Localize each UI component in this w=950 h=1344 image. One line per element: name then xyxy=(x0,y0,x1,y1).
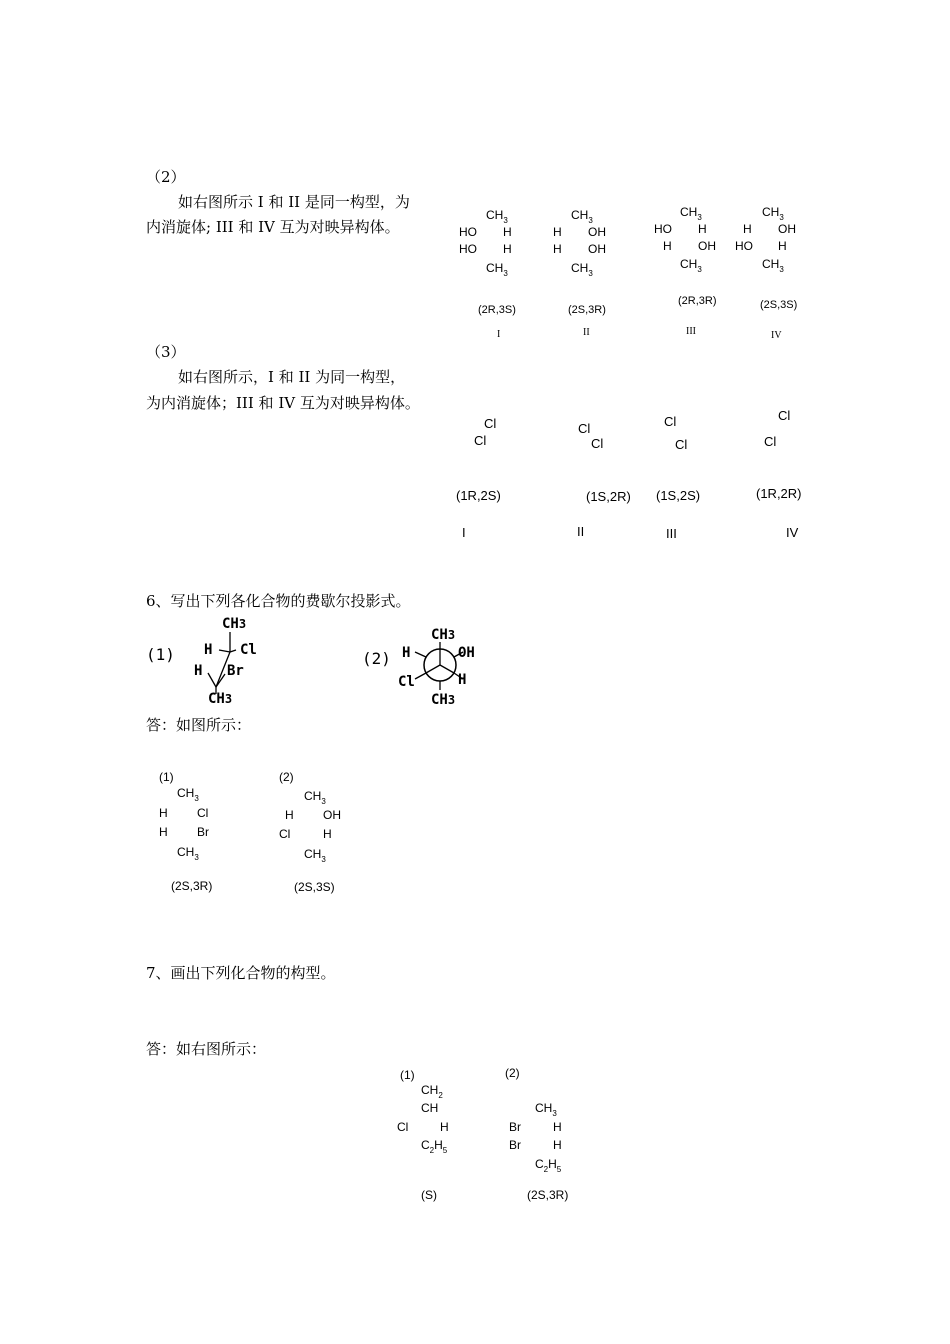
p3-text-line2: 为内消旋体；III 和 IV 互为对映异构体。 xyxy=(146,394,420,412)
config-label: (1R,2R) xyxy=(756,486,802,501)
right-group-2: H xyxy=(553,1138,562,1152)
top-group-2: CH xyxy=(421,1101,439,1115)
left-group-1: HO xyxy=(654,222,672,236)
figure-label: (2) xyxy=(362,649,391,668)
config-label: (2S,3S) xyxy=(760,299,798,311)
front-hydrogen: H xyxy=(204,642,213,658)
bottom-group: $CH_3$ xyxy=(571,261,593,278)
bottom-methyl: CH3 xyxy=(208,691,233,707)
bottom-group: $CH_3$ xyxy=(304,847,326,864)
config-label: (1S,2R) xyxy=(586,489,631,504)
right-group-2: OH xyxy=(698,239,716,253)
p3-text-line1: 如右图所示，I 和 II 为同一构型， xyxy=(178,368,406,386)
right-group-2: H xyxy=(323,827,332,841)
back-hydrogen: H xyxy=(194,663,203,679)
chlorine-2: Cl xyxy=(591,436,604,451)
left-group-1: HO xyxy=(459,225,477,239)
bottom-methyl: CH3 xyxy=(431,692,456,708)
config-label: (2S,3R) xyxy=(527,1188,569,1202)
left-group-1: H xyxy=(285,808,294,822)
config-label: (2S,3R) xyxy=(568,304,606,316)
top-methyl: CH3 xyxy=(222,616,247,632)
structure-label: (2) xyxy=(279,770,294,784)
top-group: $CH_3$ xyxy=(177,786,199,803)
roman-label: I xyxy=(462,525,466,540)
chlorine-2: Cl xyxy=(764,434,777,449)
config-label: (1R,2S) xyxy=(456,488,501,503)
left-group-2: Cl xyxy=(279,827,291,841)
q7-title: 7、画出下列化合物的构型。 xyxy=(146,964,336,982)
roman-label: III xyxy=(686,326,696,337)
config-label: (2R,3R) xyxy=(678,295,717,307)
p3-number: （3） xyxy=(146,343,186,361)
right-group-2: H xyxy=(778,239,787,253)
chlorine-1: Cl xyxy=(578,421,591,436)
q7-answer: 答：如右图所示： xyxy=(146,1040,267,1058)
chlorine-1: Cl xyxy=(778,408,791,423)
top-group: $CH_3$ xyxy=(486,208,508,225)
left-group-2: H xyxy=(553,242,562,256)
structure-label: (2) xyxy=(505,1066,520,1080)
chlorine: Cl xyxy=(398,674,415,690)
p2-text-line2: 内消旋体; III 和 IV 互为对映异构体。 xyxy=(146,218,400,236)
q6-title: 6、写出下列各化合物的费歇尔投影式。 xyxy=(146,592,411,610)
bromine: Br xyxy=(227,663,244,679)
bottom-group: $CH_3$ xyxy=(177,845,199,862)
bottom-group: $CH_3$ xyxy=(486,261,508,278)
left-group-1: H xyxy=(159,806,168,820)
left-group-1: Br xyxy=(509,1120,521,1134)
top-group-1: $CH_2$ xyxy=(421,1083,443,1100)
roman-label: IV xyxy=(771,330,782,341)
right-group-1: OH xyxy=(323,808,341,822)
roman-label: II xyxy=(577,524,585,539)
left-group-2: H xyxy=(663,239,672,253)
top-group: $CH_3$ xyxy=(304,789,326,806)
right-group-1: H xyxy=(503,225,512,239)
p2-text-line1: 如右图所示 I 和 II 是同一构型，为 xyxy=(178,193,410,211)
right-group-1: OH xyxy=(588,225,606,239)
hydroxyl: OH xyxy=(458,645,475,661)
right-group-1: H xyxy=(553,1120,562,1134)
right-hydrogen: H xyxy=(458,672,467,688)
q6-answer: 答：如图所示： xyxy=(146,716,252,734)
roman-label: III xyxy=(666,526,677,541)
top-group: $CH_3$ xyxy=(680,205,702,222)
config-label: (2S,3R) xyxy=(171,879,213,893)
left-hydrogen: H xyxy=(402,645,411,661)
left-group-1: H xyxy=(553,225,562,239)
left-group-2: HO xyxy=(459,242,477,256)
chlorine: Cl xyxy=(240,642,257,658)
right-group-1: H xyxy=(698,222,707,236)
chlorine-2: Cl xyxy=(474,433,487,448)
structure-label: (1) xyxy=(400,1068,415,1082)
roman-label: IV xyxy=(786,525,799,540)
right-group-1: Cl xyxy=(197,806,209,820)
top-methyl: CH3 xyxy=(431,627,456,643)
left-group: Cl xyxy=(397,1120,409,1134)
left-group-2: Br xyxy=(509,1138,521,1152)
bottom-group: $CH_3$ xyxy=(680,257,702,274)
chlorine-1: Cl xyxy=(484,416,497,431)
figure-label: (1) xyxy=(146,645,175,664)
right-group-2: H xyxy=(503,242,512,256)
config-label: (2S,3S) xyxy=(294,880,335,894)
right-group-2: Br xyxy=(197,825,209,839)
left-group-2: HO xyxy=(735,239,753,253)
chlorine-2: Cl xyxy=(675,437,688,452)
p2-number: （2） xyxy=(146,168,186,186)
top-group: $CH_3$ xyxy=(571,208,593,225)
roman-label: II xyxy=(583,327,590,338)
bottom-group: $CH_3$ xyxy=(762,257,784,274)
config-label: (S) xyxy=(421,1188,437,1202)
right-group-2: OH xyxy=(588,242,606,256)
top-group: $CH_3$ xyxy=(535,1101,557,1118)
right-group: H xyxy=(440,1120,449,1134)
roman-label: I xyxy=(497,329,501,340)
config-label: (2R,3S) xyxy=(478,304,516,316)
bottom-group: $C_2H_5$ xyxy=(421,1138,448,1155)
left-group-2: H xyxy=(159,825,168,839)
top-group: $CH_3$ xyxy=(762,205,784,222)
config-label: (1S,2S) xyxy=(656,488,701,503)
left-group-1: H xyxy=(743,222,752,236)
structure-label: (1) xyxy=(159,770,174,784)
right-group-1: OH xyxy=(778,222,796,236)
chlorine-1: Cl xyxy=(664,414,677,429)
bottom-group: $C_2H_5$ xyxy=(535,1157,562,1174)
